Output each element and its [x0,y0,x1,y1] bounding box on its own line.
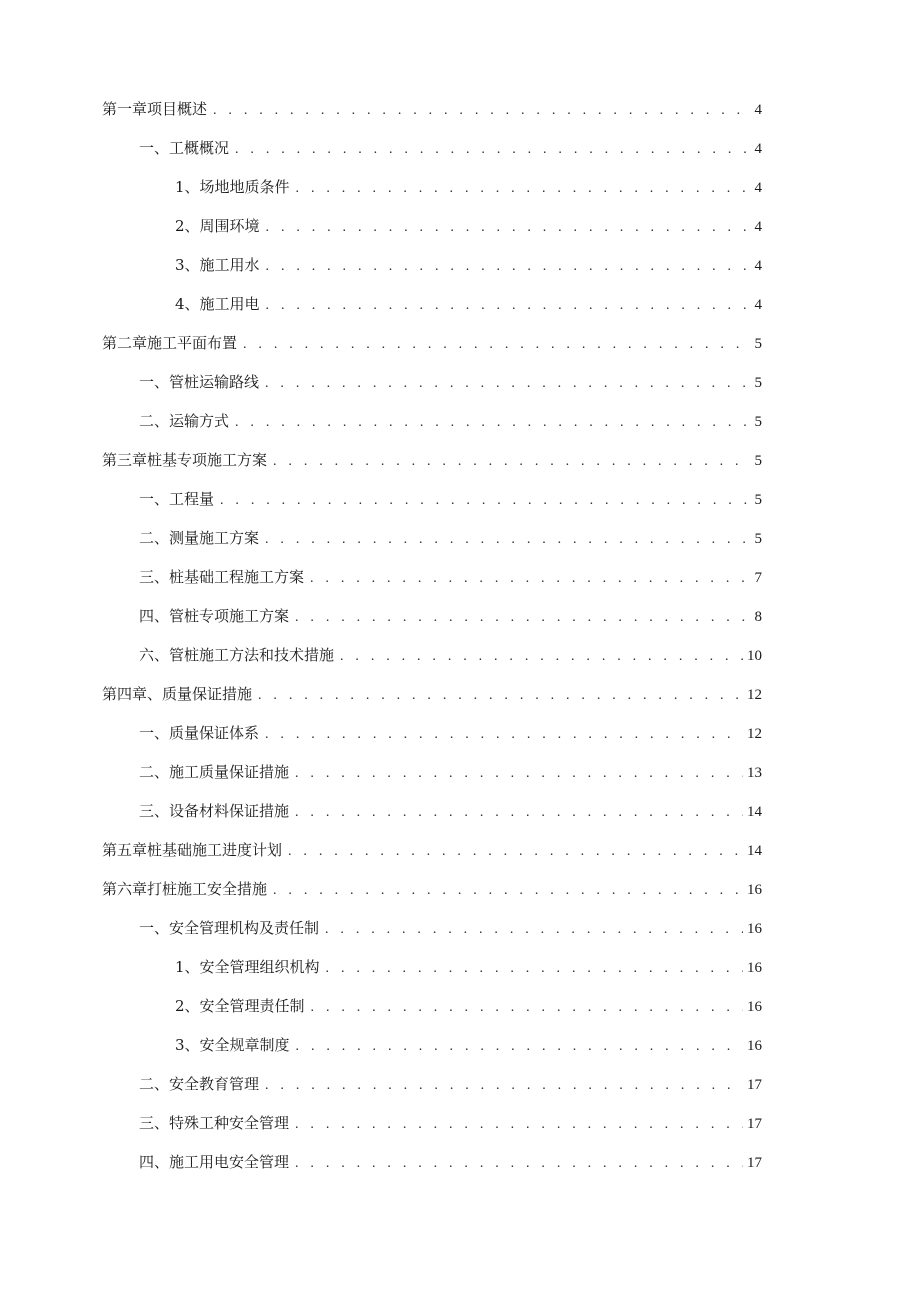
toc-dot-leader [295,598,750,637]
toc-page-number: 12 [747,687,762,703]
toc-entry-title: 三、桩基础工程施工方案 [139,568,305,586]
toc-dot-leader [295,754,743,793]
toc-entry[interactable] [0,675,920,714]
toc-entry-title: 3、安全规章制度 [175,1036,290,1054]
toc-entry-title: 第五章桩基础施工进度计划 [102,841,283,859]
toc-entry[interactable] [0,714,920,753]
toc-entry[interactable] [0,792,920,831]
toc-page-number: 17 [747,1116,762,1132]
toc-dot-leader [266,208,751,247]
toc-entry[interactable] [0,90,920,129]
toc-entry-title: 第三章桩基专项施工方案 [102,451,268,469]
toc-entry[interactable] [0,129,920,168]
toc-entry[interactable] [0,207,920,246]
toc-entry[interactable] [0,1026,920,1065]
toc-entry[interactable] [0,636,920,675]
toc-entry[interactable] [0,246,920,285]
toc-entry-title: 第二章施工平面布置 [102,334,238,352]
toc-page-number: 7 [754,570,762,586]
toc-entry-title: 三、特殊工种安全管理 [139,1114,290,1132]
toc-dot-leader [326,949,743,988]
toc-page-number: 13 [747,765,762,781]
toc-dot-leader [295,1144,743,1183]
toc-entry[interactable] [0,324,920,363]
toc-page-number: 10 [747,648,762,664]
toc-entry[interactable] [0,753,920,792]
toc-dot-leader [243,325,750,364]
toc-entry-title: 3、施工用水 [175,256,260,274]
toc-dot-leader [340,637,743,676]
toc-entry-title: 二、施工质量保证措施 [139,763,290,781]
toc-entry-title: 第六章打桩施工安全措施 [102,880,268,898]
toc-page-number: 5 [754,336,762,352]
toc-entry-title: 三、设备材料保证措施 [139,802,290,820]
toc-dot-leader [213,91,750,130]
toc-dot-leader [325,910,743,949]
toc-entry-title: 一、管桩运输路线 [139,373,260,391]
toc-entry-title: 二、安全教育管理 [139,1075,260,1093]
toc-page-number: 5 [754,531,762,547]
toc-entry-title: 二、测量施工方案 [139,529,260,547]
toc-entry[interactable] [0,441,920,480]
toc-page-number: 5 [754,414,762,430]
toc-page-number: 4 [754,180,762,196]
toc-entry[interactable] [0,480,920,519]
toc-entry-title: 一、工概概况 [139,139,230,157]
toc-page-number: 4 [754,102,762,118]
toc-entry[interactable] [0,909,920,948]
toc-dot-leader [265,715,743,754]
toc-entry-title: 4、施工用电 [175,295,260,313]
toc-entry[interactable] [0,285,920,324]
toc-dot-leader [258,676,743,715]
toc-dot-leader [273,442,750,481]
table-of-contents [0,90,920,1182]
toc-entry-title: 四、管桩专项施工方案 [139,607,290,625]
toc-entry[interactable] [0,870,920,909]
toc-dot-leader [265,520,750,559]
toc-page-number: 4 [754,141,762,157]
toc-dot-leader [235,403,750,442]
toc-page-number: 5 [754,453,762,469]
toc-entry-title: 一、质量保证体系 [139,724,260,742]
toc-dot-leader [311,988,743,1027]
toc-entry-title: 第四章、质量保证措施 [102,685,253,703]
toc-entry-title: 四、施工用电安全管理 [139,1153,290,1171]
toc-entry-title: 六、管桩施工方法和技术措施 [139,646,335,664]
toc-dot-leader [220,481,750,520]
toc-page-number: 16 [747,999,762,1015]
toc-entry[interactable] [0,1065,920,1104]
toc-entry-title: 二、运输方式 [139,412,230,430]
toc-page-number: 4 [754,297,762,313]
toc-entry[interactable] [0,831,920,870]
toc-page-number: 5 [754,492,762,508]
toc-page-number: 12 [747,726,762,742]
toc-dot-leader [265,1066,743,1105]
toc-entry-title: 2、安全管理责任制 [175,997,305,1015]
toc-dot-leader [265,364,750,403]
toc-dot-leader [235,130,750,169]
toc-page-number: 5 [754,375,762,391]
toc-dot-leader [266,286,751,325]
toc-entry[interactable] [0,1104,920,1143]
toc-page-number: 16 [747,960,762,976]
toc-entry[interactable] [0,597,920,636]
toc-page-number: 17 [747,1077,762,1093]
toc-page-number: 4 [754,258,762,274]
toc-entry[interactable] [0,1143,920,1182]
toc-page-number: 16 [747,882,762,898]
toc-page-number: 14 [747,804,762,820]
toc-entry-title: 一、安全管理机构及责任制 [139,919,320,937]
toc-entry-title: 1、场地地质条件 [175,178,290,196]
toc-page-number: 8 [754,609,762,625]
toc-page-number: 14 [747,843,762,859]
toc-page-number: 4 [754,219,762,235]
toc-entry[interactable] [0,987,920,1026]
toc-entry[interactable] [0,558,920,597]
toc-page-number: 17 [747,1155,762,1171]
toc-entry[interactable] [0,948,920,987]
toc-entry-title: 第一章项目概述 [102,100,208,118]
toc-entry-title: 一、工程量 [139,490,215,508]
toc-entry-title: 1、安全管理组织机构 [175,958,320,976]
toc-dot-leader [266,247,751,286]
toc-dot-leader [273,871,743,910]
toc-dot-leader [310,559,750,598]
toc-entry[interactable] [0,519,920,558]
toc-page-number: 16 [747,921,762,937]
toc-dot-leader [295,1105,743,1144]
toc-dot-leader [288,832,743,871]
toc-entry[interactable] [0,363,920,402]
toc-dot-leader [296,1027,743,1066]
toc-page-number: 16 [747,1038,762,1054]
toc-entry-title: 2、周围环境 [175,217,260,235]
toc-entry[interactable] [0,168,920,207]
toc-dot-leader [296,169,751,208]
toc-dot-leader [295,793,743,832]
toc-entry[interactable] [0,402,920,441]
